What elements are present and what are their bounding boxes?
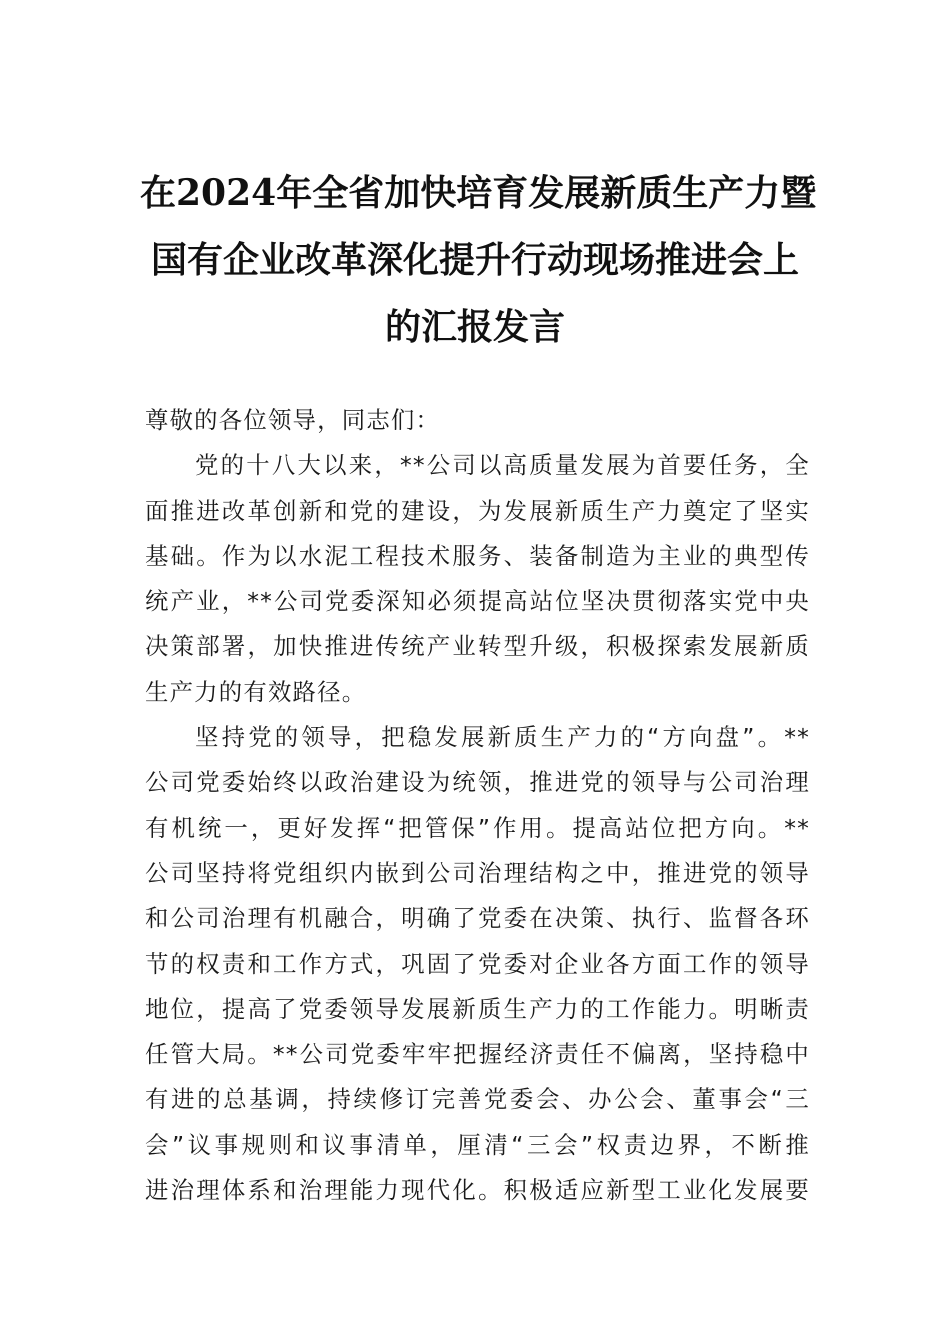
- paragraph-line: 党的十八大以来，**公司以高质量发展为首要任务，全: [195, 451, 810, 480]
- paragraph-1: [145, 443, 810, 715]
- title-line: 的汇报发言: [384, 306, 565, 348]
- paragraph-line: 有机统一，更好发挥“把管保”作用。提高站位把方向。**: [145, 813, 810, 842]
- document-body: [145, 398, 810, 1213]
- salutation: 尊敬的各位领导，同志们：: [145, 406, 441, 434]
- document-title: [140, 160, 817, 361]
- paragraph-line: 公司坚持将党组织内嵌到公司治理结构之中，推进党的领导: [145, 858, 810, 887]
- paragraph-line: 任管大局。**公司党委牢牢把握经济责任不偏离，坚持稳中: [145, 1040, 810, 1069]
- paragraph-line: 进治理体系和治理能力现代化。积极适应新型工业化发展要: [145, 1176, 810, 1205]
- paragraph-line: 基础。作为以水泥工程技术服务、装备制造为主业的典型传: [145, 541, 810, 570]
- title-line: 在2024年全省加快培育发展新质生产力暨: [140, 172, 817, 214]
- paragraph-line: 节的权责和工作方式，巩固了党委对企业各方面工作的领导: [145, 949, 810, 978]
- paragraph-line: 会”议事规则和议事清单，厘清“三会”权责边界，不断推: [145, 1130, 810, 1159]
- paragraph-line: 有进的总基调，持续修订完善党委会、办公会、董事会“三: [145, 1085, 810, 1114]
- paragraph-line: 统产业，**公司党委深知必须提高站位坚决贯彻落实党中央: [145, 587, 810, 616]
- paragraph-line: 决策部署，加快推进传统产业转型升级，积极探索发展新质: [145, 632, 810, 661]
- paragraph-line: 公司党委始终以政治建设为统领，推进党的领导与公司治理: [145, 768, 810, 797]
- title-line: 国有企业改革深化提升行动现场推进会上: [150, 239, 799, 281]
- paragraph-line: 和公司治理有机融合，明确了党委在决策、执行、监督各环: [145, 904, 810, 933]
- paragraph-line: 生产力的有效路径。: [145, 677, 367, 706]
- paragraph-line: 地位，提高了党委领导发展新质生产力的工作能力。明晰责: [145, 994, 810, 1023]
- paragraph-2: [145, 715, 810, 1213]
- paragraph-line: 坚持党的领导，把稳发展新质生产力的“方向盘”。**: [195, 723, 810, 752]
- paragraph-line: 面推进改革创新和党的建设，为发展新质生产力奠定了坚实: [145, 496, 810, 525]
